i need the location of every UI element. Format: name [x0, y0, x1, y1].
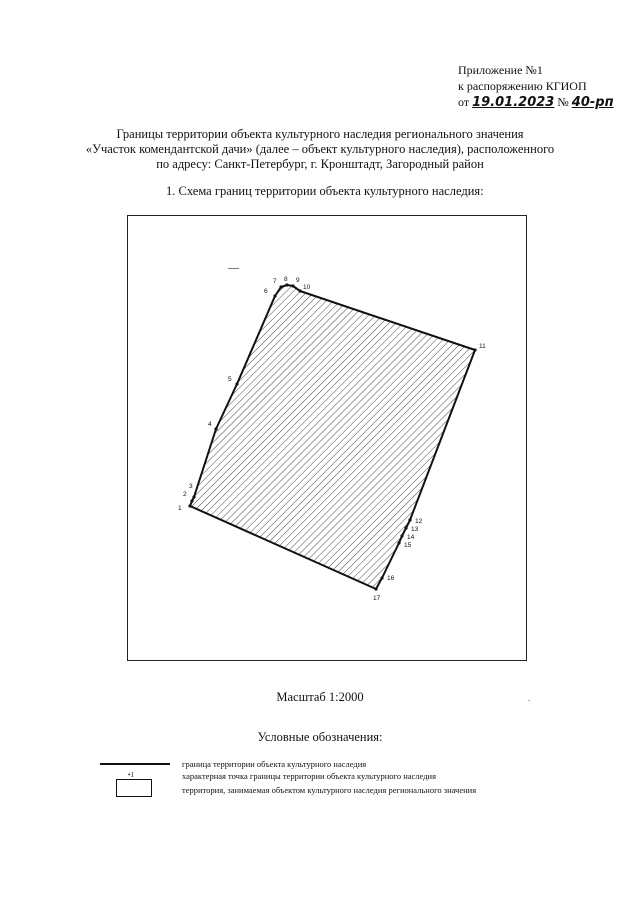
boundary-point-14	[400, 534, 403, 537]
legend-title: Условные обозначения:	[257, 730, 383, 744]
heading-line-2: «Участок комендантской дачи» (далее – объект культурного наследия), расположенного	[85, 142, 555, 156]
boundary-point-label-3: 3	[189, 483, 193, 490]
annex-title: Приложение №1	[458, 63, 543, 77]
boundary-point-label-5: 5	[228, 376, 232, 383]
boundary-point-12	[408, 518, 411, 521]
boundary-point-15	[397, 541, 400, 544]
boundary-point-label-11: 11	[479, 343, 486, 350]
boundary-point-label-4: 4	[208, 421, 212, 428]
boundary-point-3	[192, 495, 195, 498]
boundary-point-label-2: 2	[183, 491, 187, 498]
annex-from-label: от	[458, 95, 470, 109]
boundary-point-7	[279, 285, 282, 288]
boundary-point-label-14: 14	[407, 534, 415, 541]
legend-point-label: характерная точка границы территории объекта культурного наследия	[182, 771, 436, 781]
annex-date: 19.01.2023	[472, 95, 555, 110]
boundary-point-label-7: 7	[273, 278, 277, 285]
boundary-point-label-9: 9	[296, 277, 300, 284]
boundary-point-label-8: 8	[284, 276, 288, 283]
boundary-point-2	[190, 499, 193, 502]
boundary-point-label-15: 15	[404, 542, 412, 549]
boundary-point-label-10: 10	[303, 284, 311, 291]
boundary-point-11	[473, 348, 476, 351]
boundary-point-6	[273, 294, 276, 297]
annex-order-ref: к распоряжению КГИОП	[458, 79, 587, 93]
boundary-point-8	[285, 283, 288, 286]
scale-mark: .	[528, 693, 531, 703]
boundary-point-1	[188, 504, 191, 507]
boundary-point-16	[380, 576, 383, 579]
map-dash-mark: —	[228, 262, 239, 274]
boundary-point-label-16: 16	[387, 575, 395, 582]
boundary-point-label-12: 12	[415, 518, 423, 525]
boundary-point-9	[291, 284, 294, 287]
boundary-point-label-17: 17	[373, 595, 381, 602]
annex-date-number	[458, 94, 614, 111]
legend-row-territory	[100, 783, 476, 797]
boundary-point-10	[298, 289, 301, 292]
point-symbol-label: •1	[128, 771, 134, 779]
boundary-map-frame	[127, 215, 527, 661]
annex-reference	[458, 62, 614, 111]
document-heading	[60, 127, 580, 172]
territory-box-symbol	[100, 783, 170, 797]
heading-line-1: Границы территории объекта культурного наследия регионального значения	[116, 127, 524, 141]
boundary-point-label-13: 13	[411, 526, 419, 533]
boundary-point-4	[214, 427, 217, 430]
boundary-map	[128, 216, 526, 660]
legend-territory-label: территория, занимаемая объектом культурного наследия регионального значения	[182, 785, 477, 795]
boundary-point-13	[404, 526, 407, 529]
section-title: 1. Схема границ территории объекта культурного наследия:	[166, 184, 484, 198]
boundary-point-17	[374, 587, 377, 590]
legend-boundary-label: граница территории объекта культурного наследия	[182, 759, 367, 769]
map-scale: Масштаб 1:2000	[276, 690, 364, 704]
annex-number: 40-рп	[571, 95, 614, 110]
boundary-point-5	[235, 382, 238, 385]
boundary-point-label-1: 1	[178, 505, 182, 512]
heritage-territory	[190, 285, 475, 589]
heading-line-3: по адресу: Санкт-Петербург, г. Кронштадт, Загородный район	[156, 157, 484, 171]
boundary-point-label-6: 6	[264, 288, 268, 295]
annex-number-label: №	[557, 95, 569, 109]
